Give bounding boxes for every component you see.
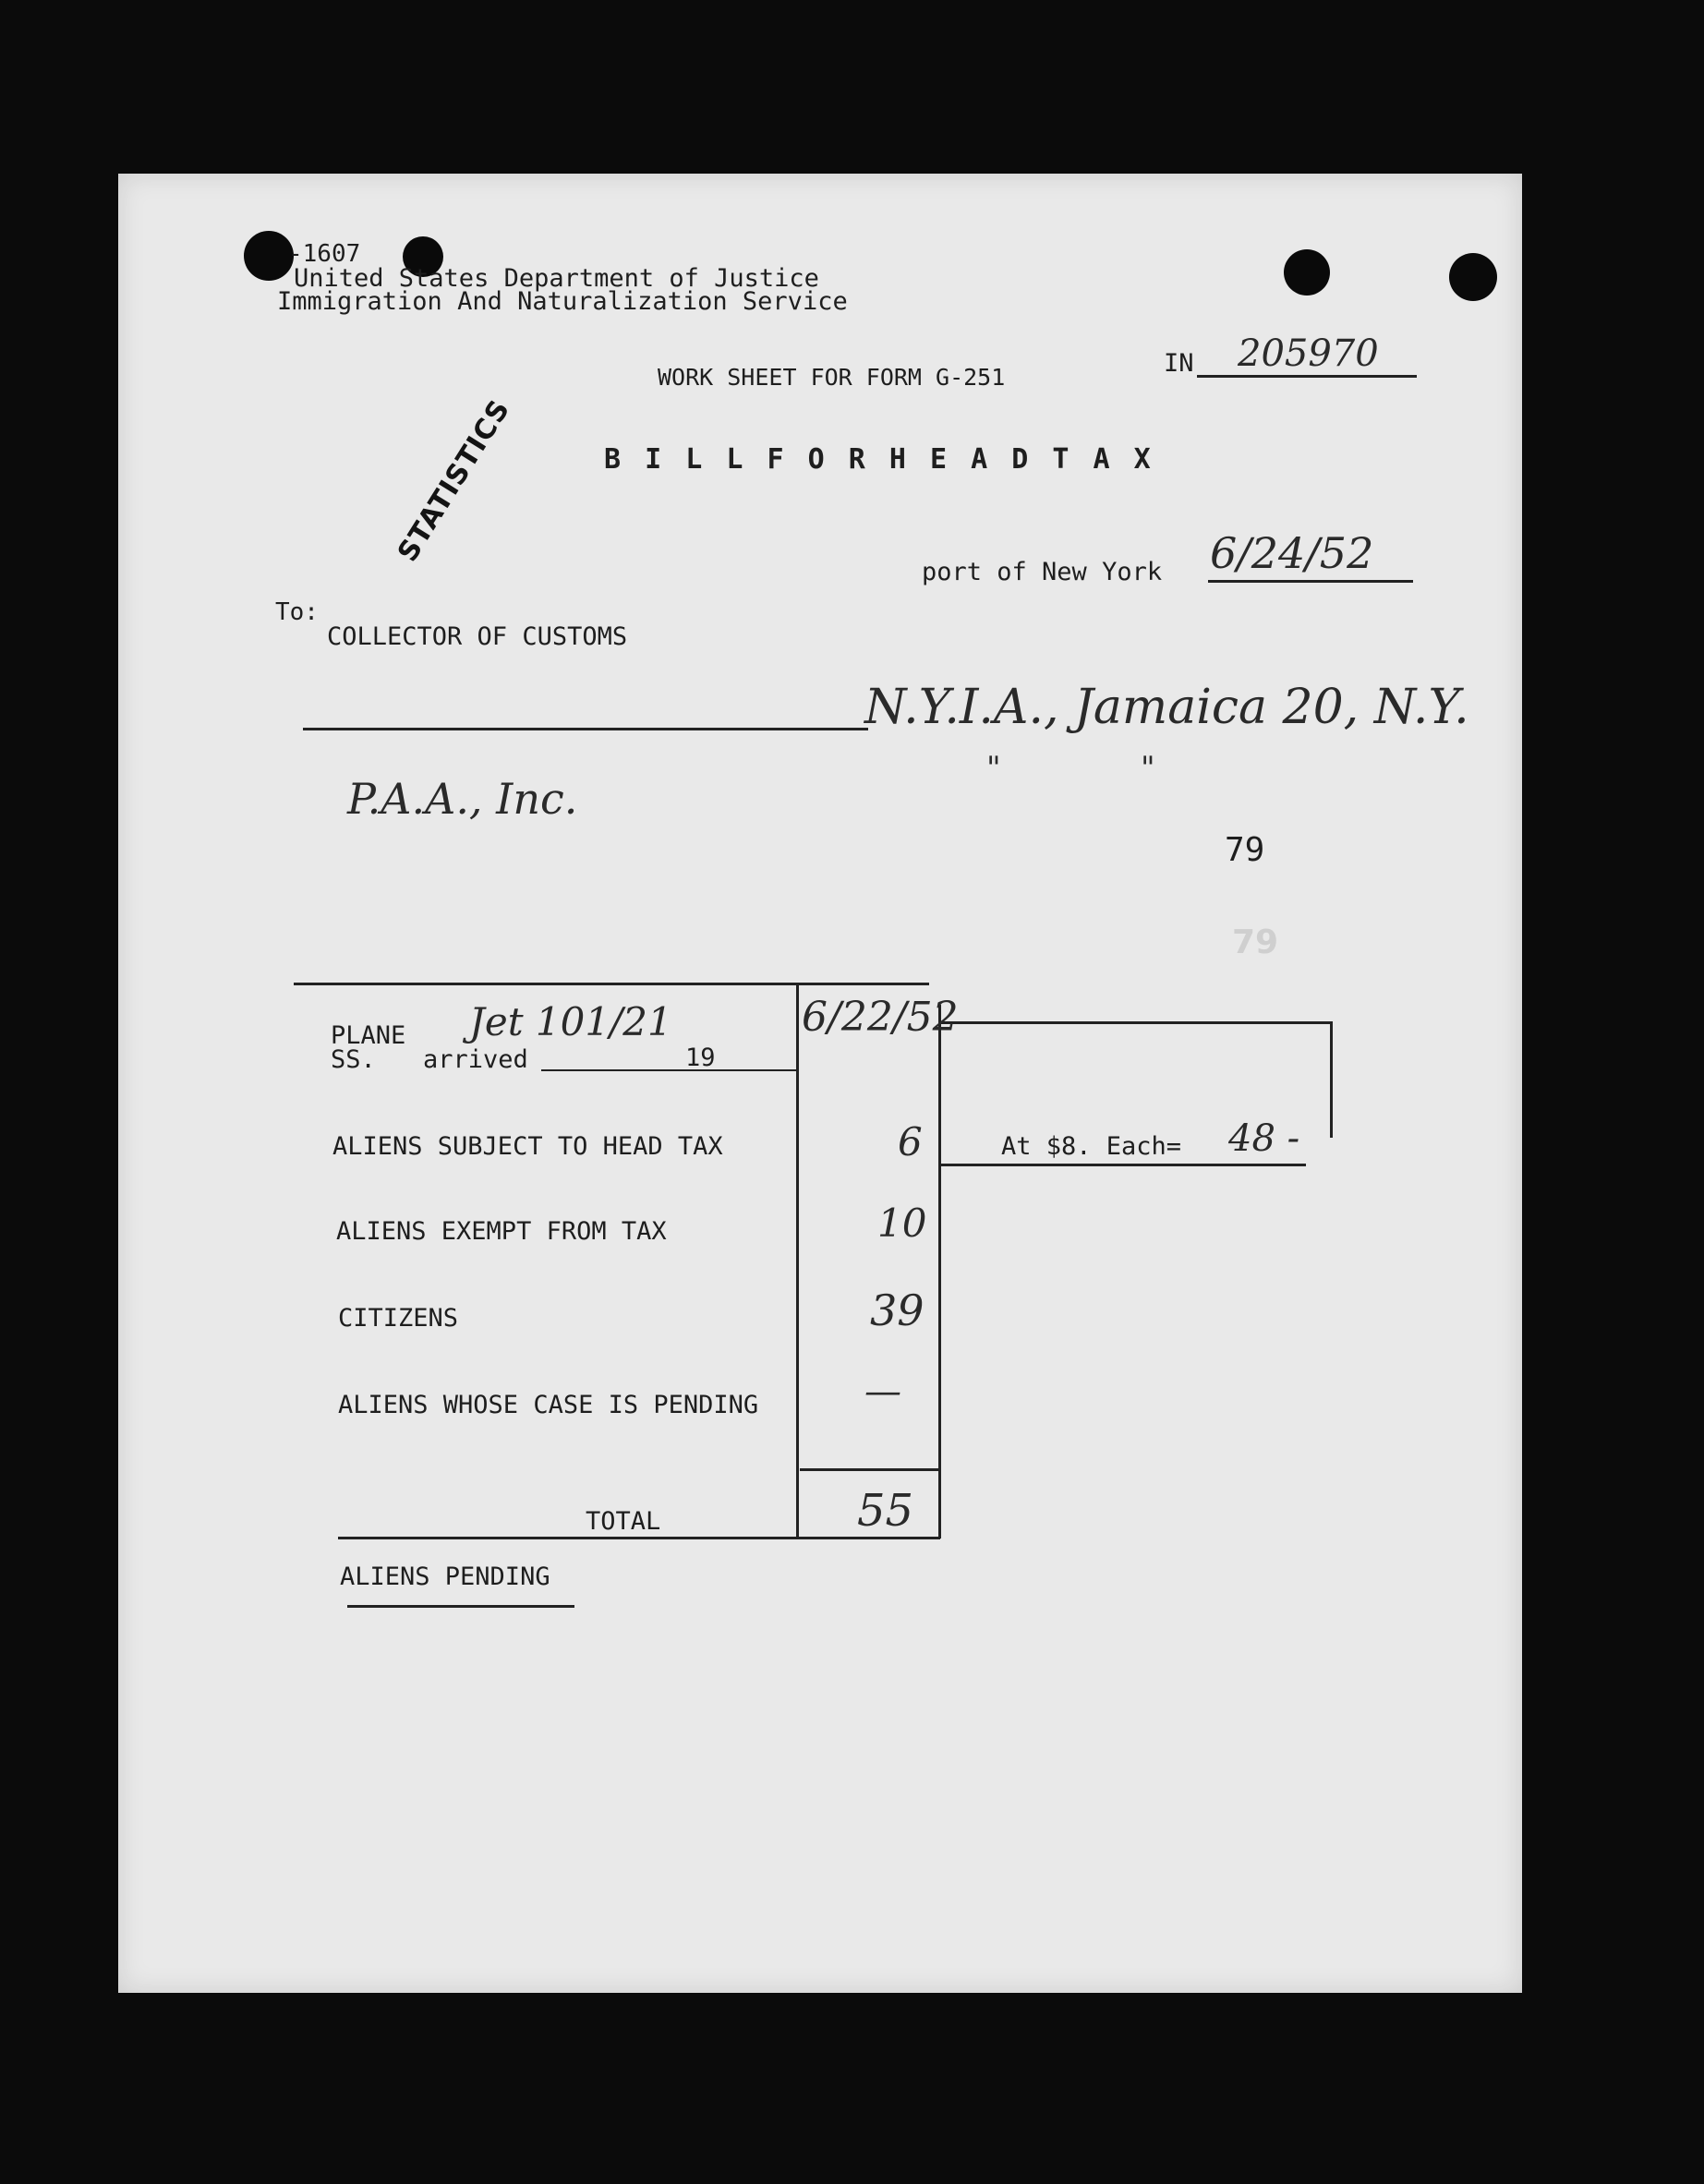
- table-top-rule: [294, 983, 929, 985]
- statistics-stamp: STATISTICS: [392, 393, 517, 568]
- punch-hole: [1449, 253, 1497, 301]
- row-label-pending: ALIENS WHOSE CASE IS PENDING: [338, 1391, 759, 1419]
- document-page: [118, 174, 1522, 1993]
- port-label: port of New York: [922, 558, 1163, 586]
- arrival-date: 6/22/52: [802, 994, 959, 1041]
- total-value: 55: [857, 1485, 914, 1537]
- handwritten-company: P.A.A., Inc.: [347, 774, 578, 824]
- table-right-divider: [938, 1005, 941, 1538]
- row-value-citizens: 39: [870, 1285, 925, 1335]
- plane-label: PLANE: [331, 1021, 406, 1050]
- punch-hole: [244, 231, 294, 281]
- table-left-divider: [796, 983, 799, 1538]
- ditto-marks: " ": [986, 750, 1155, 787]
- table-bottom-rule: [338, 1537, 940, 1539]
- document-subtitle: B I L L F O R H E A D T A X: [604, 443, 1154, 476]
- to-label: To:: [275, 598, 319, 626]
- total-row-rule: [800, 1468, 938, 1471]
- bracket-join: [1227, 1021, 1330, 1024]
- row-label-subject-to-tax: ALIENS SUBJECT TO HEAD TAX: [332, 1132, 723, 1161]
- rate-underline: [940, 1164, 1306, 1166]
- faint-stamped-number: 79: [1232, 923, 1279, 961]
- row-value-subject-to-tax: 6: [898, 1119, 923, 1164]
- rate-amount: 48 -: [1228, 1117, 1300, 1160]
- port-date-underline: [1208, 580, 1413, 583]
- arrived-label: arrived: [423, 1045, 528, 1074]
- aliens-pending-underline: [347, 1605, 574, 1608]
- punch-hole: [1284, 249, 1330, 296]
- plane-value: Jet 101/21: [469, 999, 672, 1044]
- typed-number: 79: [1225, 831, 1265, 869]
- in-number: 205970: [1238, 332, 1379, 375]
- handwritten-address: N.Y.I.A., Jamaica 20, N.Y.: [864, 680, 1469, 735]
- form-title: WORK SHEET FOR FORM G-251: [658, 364, 1006, 391]
- aliens-pending-label: ALIENS PENDING: [340, 1563, 550, 1591]
- row-label-exempt: ALIENS EXEMPT FROM TAX: [336, 1217, 667, 1246]
- address-line: [303, 728, 868, 730]
- in-number-underline: [1197, 375, 1417, 378]
- row-value-exempt: 10: [877, 1201, 927, 1246]
- row-value-pending: —: [864, 1370, 901, 1413]
- arrived-underline: [541, 1069, 796, 1071]
- bracket-right: [1330, 1021, 1333, 1138]
- total-label: TOTAL: [586, 1507, 661, 1536]
- form-number: -1607: [288, 240, 361, 268]
- to-addressee: COLLECTOR OF CUSTOMS: [327, 622, 628, 651]
- department-name: United States Department of Justice: [294, 264, 819, 293]
- bracket-top: [938, 1021, 1227, 1024]
- rate-text: At $8. Each=: [1001, 1132, 1182, 1161]
- port-date: 6/24/52: [1210, 528, 1374, 578]
- ss-label: SS.: [331, 1045, 376, 1074]
- service-name: Immigration And Naturalization Service: [277, 287, 848, 316]
- year-prefix: 19: [685, 1044, 716, 1072]
- in-label: IN: [1164, 349, 1194, 378]
- row-label-citizens: CITIZENS: [338, 1304, 459, 1333]
